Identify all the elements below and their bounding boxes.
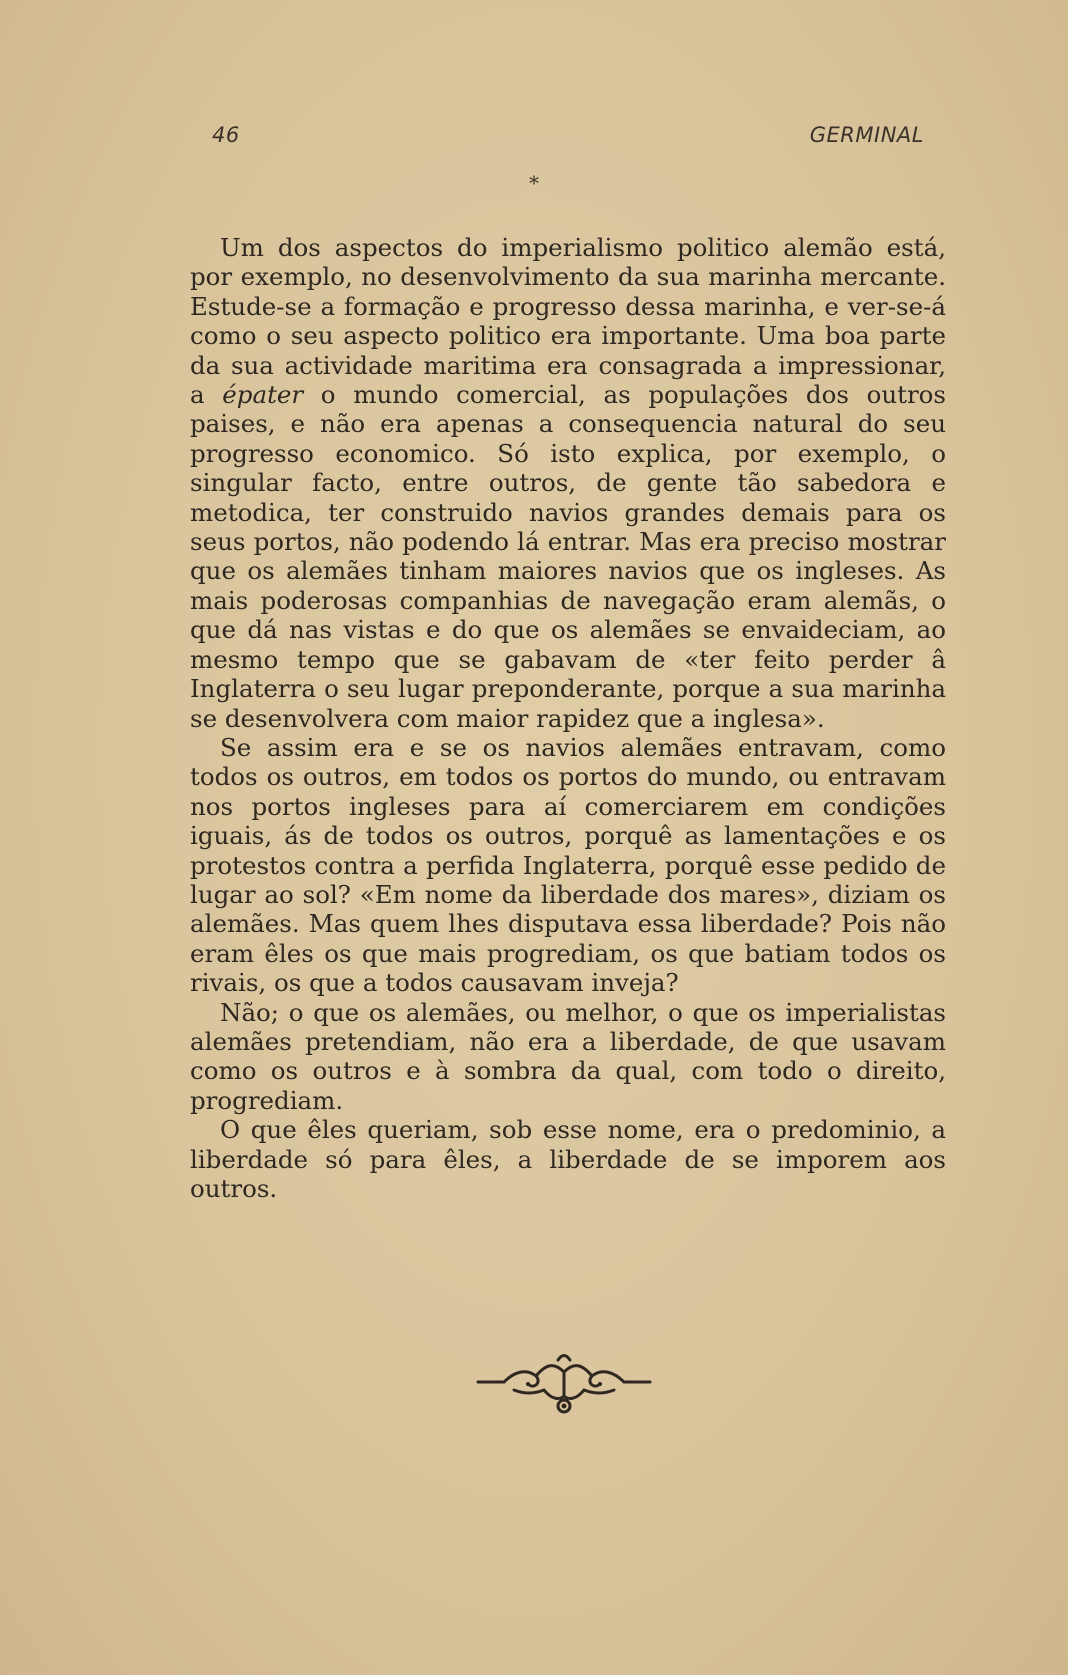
running-title: GERMINAL (809, 123, 924, 147)
page-header (212, 123, 924, 153)
paragraph-1-italic: épater (222, 380, 304, 410)
section-asterisk: * (529, 171, 539, 195)
page-number: 46 (212, 123, 240, 147)
flourish-ornament-icon (474, 1350, 654, 1420)
paragraph-1-part-b: o mundo comercial, as populações dos outros paises, e não era apenas a consequencia natural do seu progresso economico. Só isto explica, por exemplo, o singular facto, entre outros, de gente tão sabedora e metodica, ter construido navios grandes demais para os seus portos, não podendo lá entrar. Mas era preciso mostrar que os alemães tinham maiores navios que os ingleses. As mais poderosas companhias de navegação eram alemãs, o que dá nas vistas e do que os alemães se envaideciam, ao mesmo tempo que se gabavam de «ter feito perder â Inglaterra o seu lugar preponderante, porque a sua marinha se desenvolvera com maior rapidez que a inglesa». (190, 380, 946, 733)
paragraph-1 (190, 233, 946, 733)
paragraph-4: O que êles queriam, sob esse nome, era o predominio, a liberdade só para êles, a liberdade de se imporem aos outros. (190, 1115, 946, 1203)
body-text (190, 233, 946, 1203)
paragraph-3: Não; o que os alemães, ou melhor, o que os imperialistas alemães pretendiam, não era a liberdade, de que usavam como os outros e à sombra da qual, com todo o direito, progrediam. (190, 997, 946, 1115)
paragraph-1-part-a: Um dos aspectos do imperialismo politico alemão está, por exemplo, no desenvolvimento da sua marinha mercante. Estude-se a formação e progresso dessa marinha, e ver-se-á como o seu aspecto politico era importante. Uma boa parte da sua actividade maritima era consagrada a impressionar, a (190, 233, 946, 410)
paragraph-2: Se assim era e se os navios alemães entravam, como todos os outros, em todos os portos do mundo, ou entravam nos portos ingleses para aí comerciarem em condições iguais, ás de todos os outros, porquê as lamentações e os protestos contra a perfida Inglaterra, porquê esse pedido de lugar ao sol? «Em nome da liberdade dos mares», diziam os alemães. Mas quem lhes disputava essa liberdade? Pois não eram êles os que mais progrediam, os que batiam todos os rivais, os que a todos causavam inveja? (190, 732, 946, 998)
